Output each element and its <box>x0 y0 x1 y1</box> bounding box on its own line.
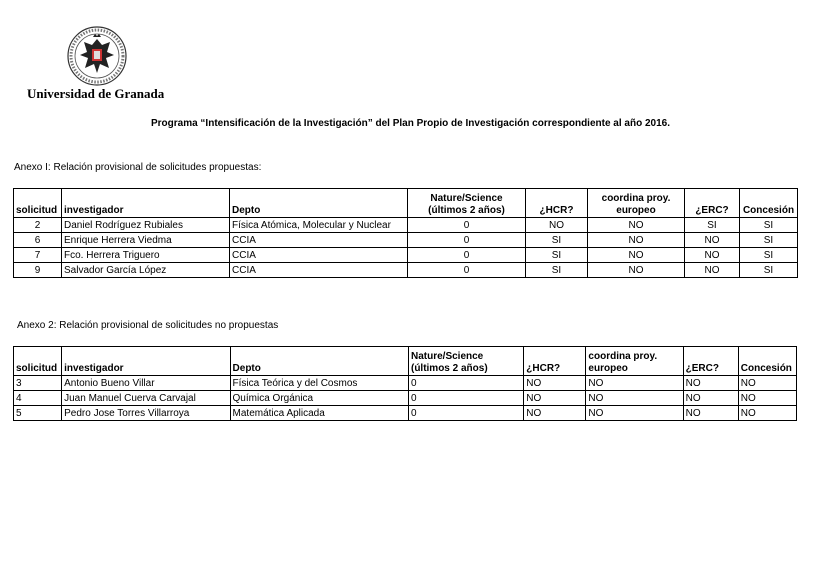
column-header: ¿ERC? <box>685 189 740 218</box>
table-cell: CCIA <box>230 233 408 248</box>
annex1-title: Anexo I: Relación provisional de solicitudes propuestas: <box>14 162 262 173</box>
table-cell: NO <box>588 218 685 233</box>
table-cell: 0 <box>408 248 526 263</box>
table-cell: NO <box>738 376 796 391</box>
column-header: ¿ERC? <box>683 347 738 376</box>
table-cell: 0 <box>408 263 526 278</box>
table-cell: 7 <box>14 248 62 263</box>
table-cell: Antonio Bueno Villar <box>62 376 230 391</box>
table-cell: 0 <box>408 218 526 233</box>
table-cell: Daniel Rodríguez Rubiales <box>62 218 230 233</box>
table-cell: NO <box>526 218 588 233</box>
table-cell: SI <box>685 218 740 233</box>
table-cell: NO <box>524 391 586 406</box>
table-cell: Fco. Herrera Triguero <box>62 248 230 263</box>
table-row <box>14 248 798 263</box>
column-header: ¿HCR? <box>524 347 586 376</box>
column-header: Concesión <box>738 347 796 376</box>
table-cell: NO <box>524 406 586 421</box>
table-cell: NO <box>685 248 740 263</box>
column-header: coordina proy. europeo <box>588 189 685 218</box>
university-seal-logo <box>66 25 128 87</box>
table-cell: Juan Manuel Cuerva Carvajal <box>62 391 230 406</box>
table-cell: NO <box>683 406 738 421</box>
table-cell: NO <box>588 233 685 248</box>
table-row <box>14 376 797 391</box>
table-cell: 6 <box>14 233 62 248</box>
table-cell: NO <box>588 248 685 263</box>
table-cell: Salvador García López <box>62 263 230 278</box>
table-cell: NO <box>586 376 683 391</box>
column-header: Concesión <box>740 189 798 218</box>
table-cell: Física Atómica, Molecular y Nuclear <box>230 218 408 233</box>
table-cell: NO <box>586 406 683 421</box>
table-row <box>14 263 798 278</box>
annex2-title: Anexo 2: Relación provisional de solicitudes no propuestas <box>17 320 279 331</box>
column-header: investigador <box>62 347 230 376</box>
table-cell: 0 <box>408 233 526 248</box>
table-row <box>14 233 798 248</box>
table-row <box>14 391 797 406</box>
table-cell: NO <box>683 376 738 391</box>
table-header-row <box>14 189 798 218</box>
table-cell: 0 <box>408 391 523 406</box>
university-name: Universidad de Granada <box>27 86 165 101</box>
table-cell: NO <box>683 391 738 406</box>
column-header: Nature/Science (últimos 2 años) <box>408 189 526 218</box>
table-cell: 9 <box>14 263 62 278</box>
table-cell: Física Teórica y del Cosmos <box>230 376 408 391</box>
table-cell: 2 <box>14 218 62 233</box>
table-cell: NO <box>685 263 740 278</box>
table-cell: NO <box>586 391 683 406</box>
table-cell: SI <box>526 248 588 263</box>
table-cell: SI <box>740 218 798 233</box>
column-header: solicitud <box>14 189 62 218</box>
table-cell: NO <box>524 376 586 391</box>
column-header: Depto <box>230 189 408 218</box>
annex2-table <box>13 346 797 421</box>
table-cell: NO <box>738 406 796 421</box>
table-row <box>14 218 798 233</box>
table-cell: Química Orgánica <box>230 391 408 406</box>
table-cell: NO <box>685 233 740 248</box>
table-cell: Matemática Aplicada <box>230 406 408 421</box>
table-cell: CCIA <box>230 248 408 263</box>
column-header: Depto <box>230 347 408 376</box>
table-cell: NO <box>738 391 796 406</box>
table-cell: SI <box>740 263 798 278</box>
table-cell: 0 <box>408 406 523 421</box>
table-cell: SI <box>526 233 588 248</box>
column-header: solicitud <box>14 347 62 376</box>
table-cell: SI <box>740 248 798 263</box>
table-cell: 5 <box>14 406 62 421</box>
table-cell: NO <box>588 263 685 278</box>
table-cell: 4 <box>14 391 62 406</box>
table-cell: SI <box>740 233 798 248</box>
table-cell: 3 <box>14 376 62 391</box>
column-header: Nature/Science (últimos 2 años) <box>408 347 523 376</box>
column-header: coordina proy. europeo <box>586 347 683 376</box>
table-row <box>14 406 797 421</box>
column-header: ¿HCR? <box>526 189 588 218</box>
table-cell: 0 <box>408 376 523 391</box>
annex1-table <box>13 188 798 278</box>
table-cell: Pedro Jose Torres Villarroya <box>62 406 230 421</box>
table-cell: SI <box>526 263 588 278</box>
table-cell: CCIA <box>230 263 408 278</box>
table-cell: Enrique Herrera Viedma <box>62 233 230 248</box>
table-header-row <box>14 347 797 376</box>
column-header: investigador <box>62 189 230 218</box>
program-title: Programa “Intensificación de la Investigación” del Plan Propio de Investigación correspondiente al año 2016. <box>150 118 671 129</box>
